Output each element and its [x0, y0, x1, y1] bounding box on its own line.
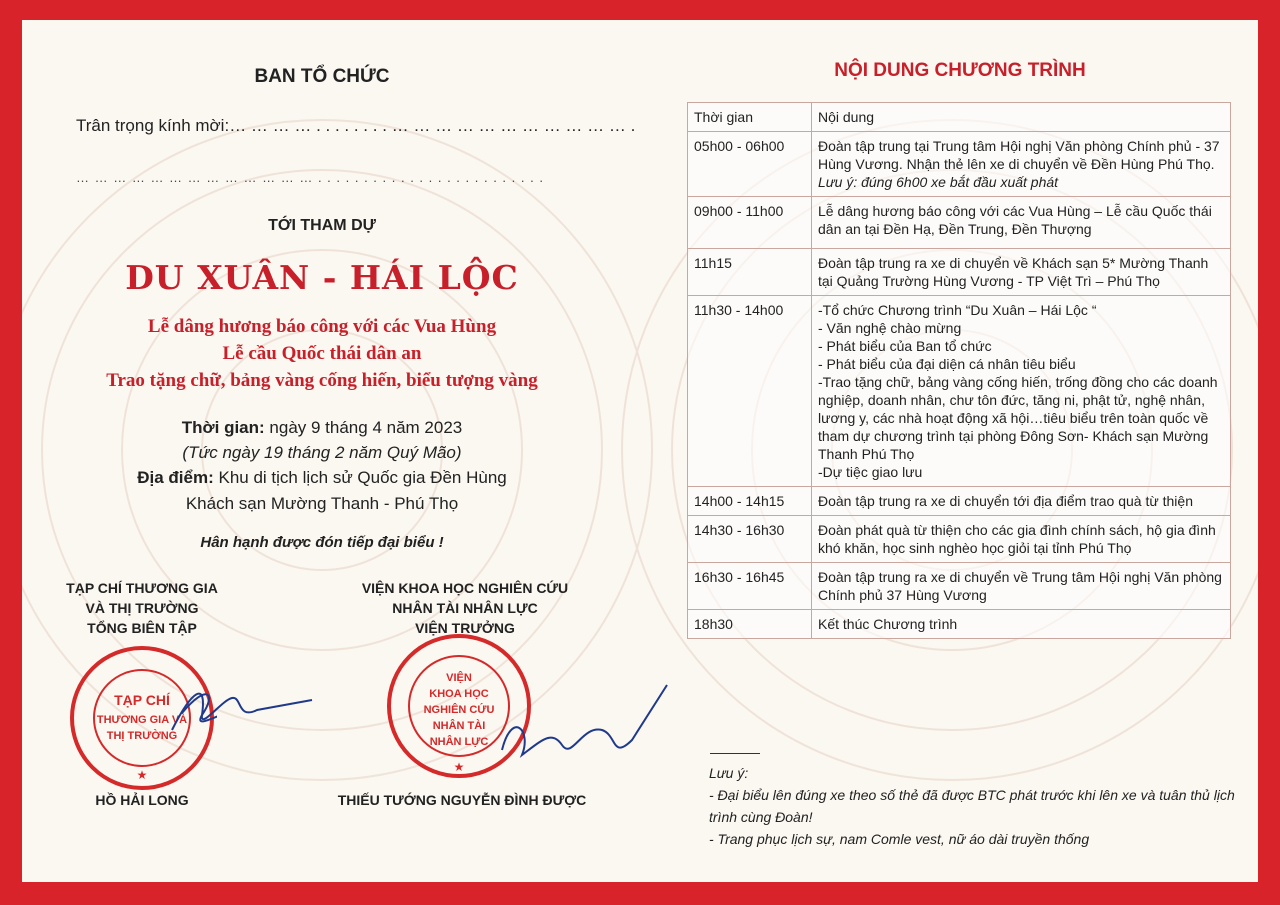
org-name-line: TẠP CHÍ THƯƠNG GIA [66, 580, 218, 596]
table-row [688, 563, 1231, 610]
note-item: - Trang phục lịch sự, nam Comle vest, nữ áo dài truyền thống [709, 831, 1090, 847]
seal-1-text: THƯƠNG GIA VÀ [96, 714, 188, 726]
org-role: VIỆN TRƯỞNG [415, 620, 515, 636]
row-content [812, 563, 1231, 610]
row-content [812, 197, 1231, 249]
invite-line [76, 116, 635, 136]
invite-blank-line: … … … … … … … … … … … … … . . . . . . . . . . . . . . . . . . . . . . . . . [76, 170, 544, 185]
seal-2-text: NHÂN LỰC [429, 736, 489, 748]
notes-label: Lưu ý: [709, 765, 749, 781]
row-content [812, 610, 1231, 639]
column-header: Thời gian [688, 103, 812, 132]
seal-star-icon: ★ [453, 760, 465, 774]
table-row [688, 487, 1231, 516]
row-content-text: Đoàn phát quà từ thiện cho các gia đình chính sách, hộ gia đình khó khăn, học sinh nghèo học giỏi tại tỉnh Phú Thọ [818, 522, 1216, 556]
org-name-line: VÀ THỊ TRƯỜNG [85, 600, 199, 616]
table-header-row [688, 103, 1231, 132]
org-role: TỔNG BIÊN TẬP [87, 620, 197, 636]
table-row [688, 249, 1231, 296]
event-time [22, 418, 622, 438]
time-label: Thời gian: [181, 418, 265, 437]
column-header: Nội dung [812, 103, 1231, 132]
event-place [22, 468, 622, 488]
row-time: 11h15 [688, 249, 812, 296]
event-subtitle: Lễ cầu Quốc thái dân an [222, 343, 422, 364]
row-content-text: -Tổ chức Chương trình “Du Xuân – Hái Lộc “ - Văn nghệ chào mừng - Phát biểu của Ban tổ chức - Phát biểu của đại diện cá nhân tiêu biểu -Trao tặng chữ, bảng vàng cống hiến, trống đồng cho các doanh nghiệp, doanh nhân, chư tôn đức, tăng ni, phật tử, nghệ nhân, lương y, các nhà hoạt động xã hội…tiêu biểu trên toàn quốc về tham dự chương trình tại phòng Đông Sơn- Khách sạn Mường Thanh Phú Thọ -Dự tiệc giao lưu [818, 302, 1218, 480]
table-row [688, 296, 1231, 487]
invite-dots: … … … … . . . . . . . . … … … … … … … … … … … . [229, 116, 636, 135]
lunar-date: (Tức ngày 19 tháng 2 năm Quý Mão) [182, 443, 462, 462]
signer-name-1: HỒ HẢI LONG [95, 792, 189, 808]
org-name-line: NHÂN TÀI NHÂN LỰC [392, 600, 538, 616]
place-label: Địa điểm: [137, 468, 214, 487]
event-title: DU XUÂN - HÁI LỘC [125, 258, 519, 297]
program-table [687, 102, 1231, 639]
table-row [688, 516, 1231, 563]
attend-label: TỚI THAM DỰ [268, 217, 376, 234]
organizer-1 [42, 578, 242, 638]
seal-2-text: NGHIÊN CỨU [423, 704, 495, 716]
org-name-line: VIỆN KHOA HỌC NGHIÊN CỨU [361, 580, 569, 596]
seal-2-text: NHÂN TÀI [432, 720, 486, 732]
seal-star-icon: ★ [136, 768, 148, 782]
table-row [688, 197, 1231, 249]
row-content [812, 249, 1231, 296]
row-content-text: Đoàn tập trung tại Trung tâm Hội nghị Văn phòng Chính phủ - 37 Hùng Vương. Nhận thẻ lên xe di chuyển về Đền Hùng Phú Thọ. [818, 138, 1220, 172]
row-time: 18h30 [688, 610, 812, 639]
row-content [812, 487, 1231, 516]
welcome-text: Hân hạnh được đón tiếp đại biểu ! [200, 534, 444, 551]
row-content-text: Kết thúc Chương trình [818, 616, 958, 632]
time-value: ngày 9 tháng 4 năm 2023 [264, 418, 463, 437]
row-content [812, 296, 1231, 487]
row-content [812, 516, 1231, 563]
row-content-text: Đoàn tập trung ra xe di chuyển về Trung tâm Hội nghị Văn phòng Chính phủ 37 Hùng Vương [818, 569, 1222, 603]
seal-2-text: VIỆN [446, 672, 472, 684]
invitation-card [22, 20, 1258, 882]
event-subtitle: Lễ dâng hương báo công với các Vua Hùng [147, 316, 497, 337]
row-time: 16h30 - 16h45 [688, 563, 812, 610]
event-subtitle: Trao tặng chữ, bảng vàng cống hiến, biểu tượng vàng [106, 370, 538, 391]
row-content [812, 132, 1231, 197]
program-panel [662, 20, 1258, 882]
seal-2-text: KHOA HỌC [429, 688, 489, 700]
row-time: 11h30 - 14h00 [688, 296, 812, 487]
table-row [688, 132, 1231, 197]
program-title: NỘI DUNG CHƯƠNG TRÌNH [834, 60, 1086, 81]
signer-name-2: THIẾU TƯỚNG NGUYỄN ĐÌNH ĐƯỢC [337, 792, 587, 808]
seal-stamp-2 [384, 631, 534, 781]
event-place-2: Khách sạn Mường Thanh - Phú Thọ [185, 494, 459, 513]
invitation-panel [22, 20, 642, 882]
seal-stamp-1 [67, 643, 217, 793]
notes-divider [710, 753, 760, 754]
row-note: Lưu ý: đúng 6h00 xe bắt đầu xuất phát [818, 174, 1059, 190]
seal-1-text: TẠP CHÍ [114, 692, 170, 708]
row-time: 14h30 - 16h30 [688, 516, 812, 563]
seal-1-text: THỊ TRƯỜNG [106, 730, 178, 742]
organizer-heading: BAN TỔ CHỨC [254, 66, 390, 87]
organizer-2 [340, 578, 590, 638]
row-content-text: Đoàn tập trung ra xe di chuyển về Khách sạn 5* Mường Thanh tại Quảng Trường Hùng Vương - TP Việt Trì – Phú Thọ [818, 255, 1209, 289]
note-item: - Đại biểu lên đúng xe theo số thẻ đã được BTC phát trước khi lên xe và tuân thủ lịch trình cùng Đoàn! [709, 787, 1235, 825]
row-content-text: Lễ dâng hương báo công với các Vua Hùng – Lễ cầu Quốc thái dân an tại Đền Hạ, Đền Trung, Đền Thượng [818, 203, 1212, 237]
row-time: 14h00 - 14h15 [688, 487, 812, 516]
row-time: 09h00 - 11h00 [688, 197, 812, 249]
row-content-text: Đoàn tập trung ra xe di chuyển tới địa điểm trao quà từ thiện [818, 493, 1193, 509]
invite-label: Trân trọng kính mời: [76, 116, 230, 135]
place-value: Khu di tịch lịch sử Quốc gia Đền Hùng [213, 468, 507, 487]
row-time: 05h00 - 06h00 [688, 132, 812, 197]
table-row [688, 610, 1231, 639]
notes-block [709, 762, 1254, 850]
